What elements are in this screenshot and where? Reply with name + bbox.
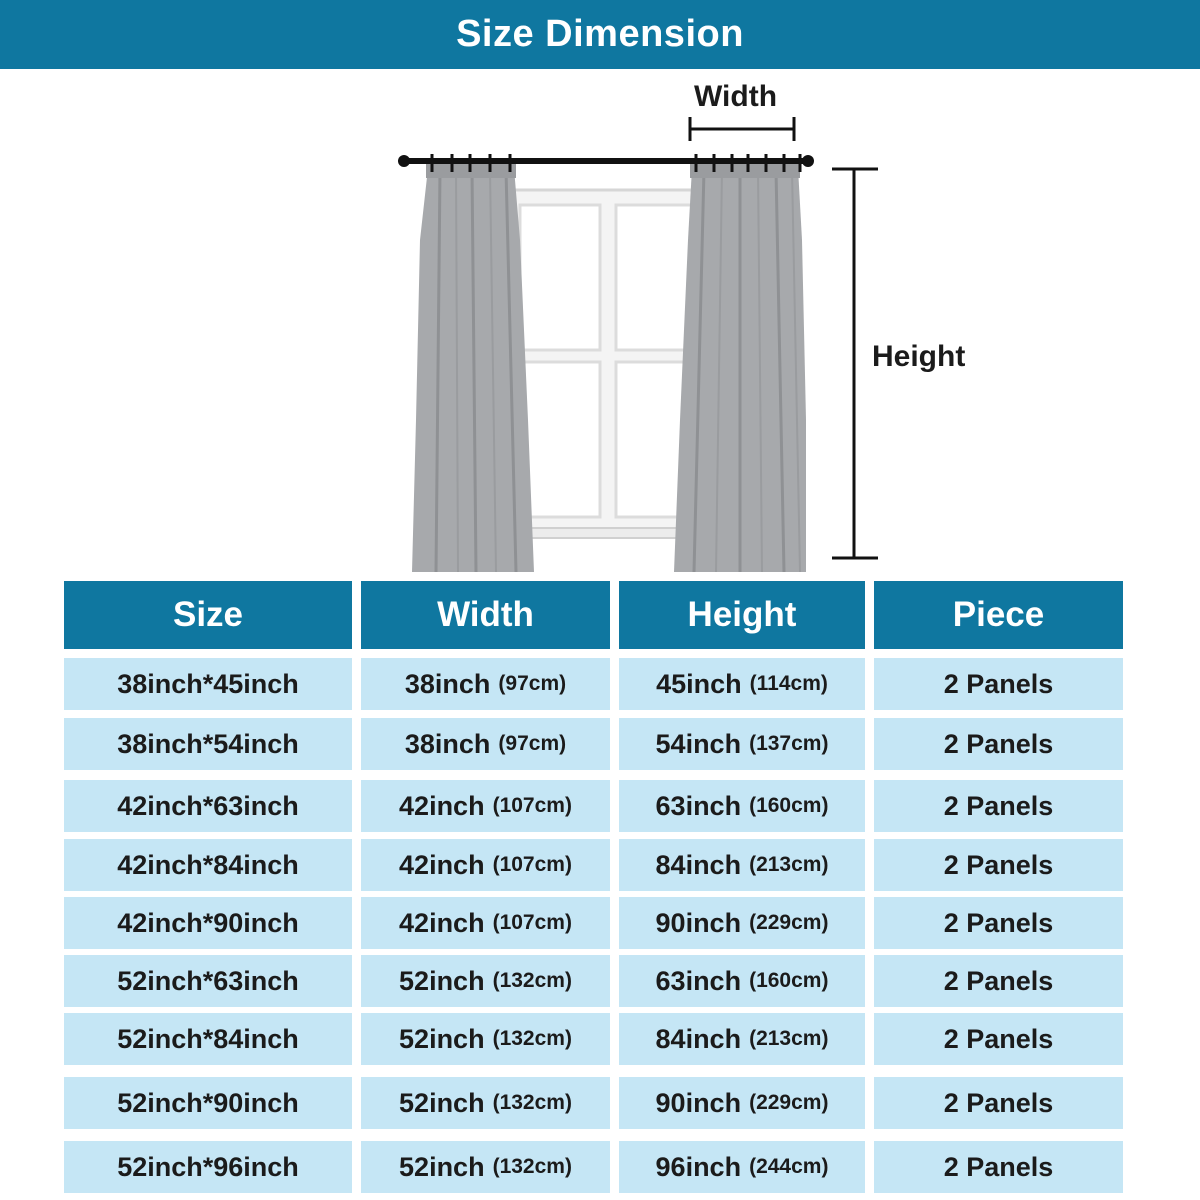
width-cm-value: (132cm) [492,1027,572,1050]
width-cm-value: (97cm) [498,732,567,755]
cell-width [361,780,610,832]
piece-value: 2 Panels [943,965,1054,996]
piece-value: 2 Panels [943,1151,1054,1182]
size-value: 52inch*63inch [117,965,299,996]
height-value: 84inch [655,1023,742,1054]
size-value: 52inch*96inch [117,1151,299,1182]
width-value: 52inch [399,965,485,996]
cell-size [64,658,352,710]
cell-piece [874,897,1123,949]
size-value: 52inch*84inch [117,1023,299,1054]
height-value: 63inch [655,965,742,996]
width-value: 52inch [399,1151,485,1182]
cell-piece [874,839,1123,891]
cell-height [619,658,865,710]
piece-value: 2 Panels [943,1087,1054,1118]
size-value: 42inch*84inch [117,849,299,880]
width-cm-value: (132cm) [492,1091,572,1114]
width-cm-value: (107cm) [492,853,572,876]
height-cm-value: (229cm) [749,911,829,934]
cell-piece [874,658,1123,710]
height-value: 54inch [655,728,742,759]
cell-height [619,1013,865,1065]
height-cm-value: (213cm) [749,853,829,876]
width-value: 38inch [404,668,491,699]
height-cm-value: (160cm) [749,794,829,817]
height-cm-value: (137cm) [749,732,829,755]
height-cm-value: (160cm) [749,969,829,992]
piece-value: 2 Panels [943,728,1054,759]
piece-value: 2 Panels [943,668,1054,699]
height-cm-value: (213cm) [749,1027,829,1050]
height-label: Height [872,340,966,373]
cell-width [361,839,610,891]
piece-value: 2 Panels [943,907,1054,938]
cell-height [619,718,865,770]
cell-width [361,658,610,710]
cell-width [361,1013,610,1065]
cell-piece [874,1141,1123,1193]
width-indicator [690,117,794,141]
cell-size [64,1077,352,1129]
cell-height [619,780,865,832]
width-value: 52inch [399,1023,485,1054]
cell-height [619,1141,865,1193]
cell-width [361,1077,610,1129]
cell-size [64,955,352,1007]
cell-height [619,955,865,1007]
height-cm-value: (244cm) [749,1155,829,1178]
width-value: 38inch [404,728,491,759]
cell-size [64,1141,352,1193]
cell-width [361,1141,610,1193]
cell-size [64,718,352,770]
cell-size [64,897,352,949]
height-value: 96inch [655,1151,742,1182]
width-value: 42inch [399,907,485,938]
height-value: 90inch [655,1087,742,1118]
cell-piece [874,1013,1123,1065]
header-height: Height [619,581,865,649]
cell-size [64,780,352,832]
cell-size [64,1013,352,1065]
cell-height [619,897,865,949]
curtain-illustration [0,69,1200,580]
cell-size [64,839,352,891]
width-value: 42inch [399,790,485,821]
cell-piece [874,718,1123,770]
width-cm-value: (107cm) [492,794,572,817]
height-value: 45inch [656,668,742,699]
right-curtain-panel [674,164,806,572]
width-cm-value: (107cm) [492,911,572,934]
size-value: 38inch*45inch [117,668,299,699]
size-value: 42inch*63inch [117,790,299,821]
cell-width [361,955,610,1007]
piece-value: 2 Panels [943,1023,1054,1054]
width-value: 42inch [399,849,485,880]
cell-width [361,897,610,949]
header-size: Size [64,581,352,649]
height-cm-value: (229cm) [749,1091,829,1114]
height-value: 63inch [655,790,742,821]
cell-piece [874,955,1123,1007]
width-value: 52inch [399,1087,485,1118]
height-cm-value: (114cm) [749,672,828,695]
width-cm-value: (132cm) [492,969,572,992]
width-cm-value: (97cm) [498,672,567,695]
width-cm-value: (132cm) [492,1155,572,1178]
piece-value: 2 Panels [943,849,1054,880]
size-value: 38inch*54inch [117,728,299,759]
cell-height [619,839,865,891]
page-title: Size Dimension [456,13,744,55]
cell-piece [874,780,1123,832]
header-width: Width [361,581,610,649]
window-graphic [500,190,708,538]
size-value: 42inch*90inch [117,907,299,938]
title-banner [0,0,1200,69]
left-curtain-panel [412,164,534,572]
piece-value: 2 Panels [943,790,1054,821]
size-value: 52inch*90inch [117,1087,299,1118]
cell-piece [874,1077,1123,1129]
cell-width [361,718,610,770]
width-label: Width [694,80,778,113]
height-value: 90inch [655,907,742,938]
height-value: 84inch [655,849,742,880]
header-piece: Piece [874,581,1123,649]
cell-height [619,1077,865,1129]
